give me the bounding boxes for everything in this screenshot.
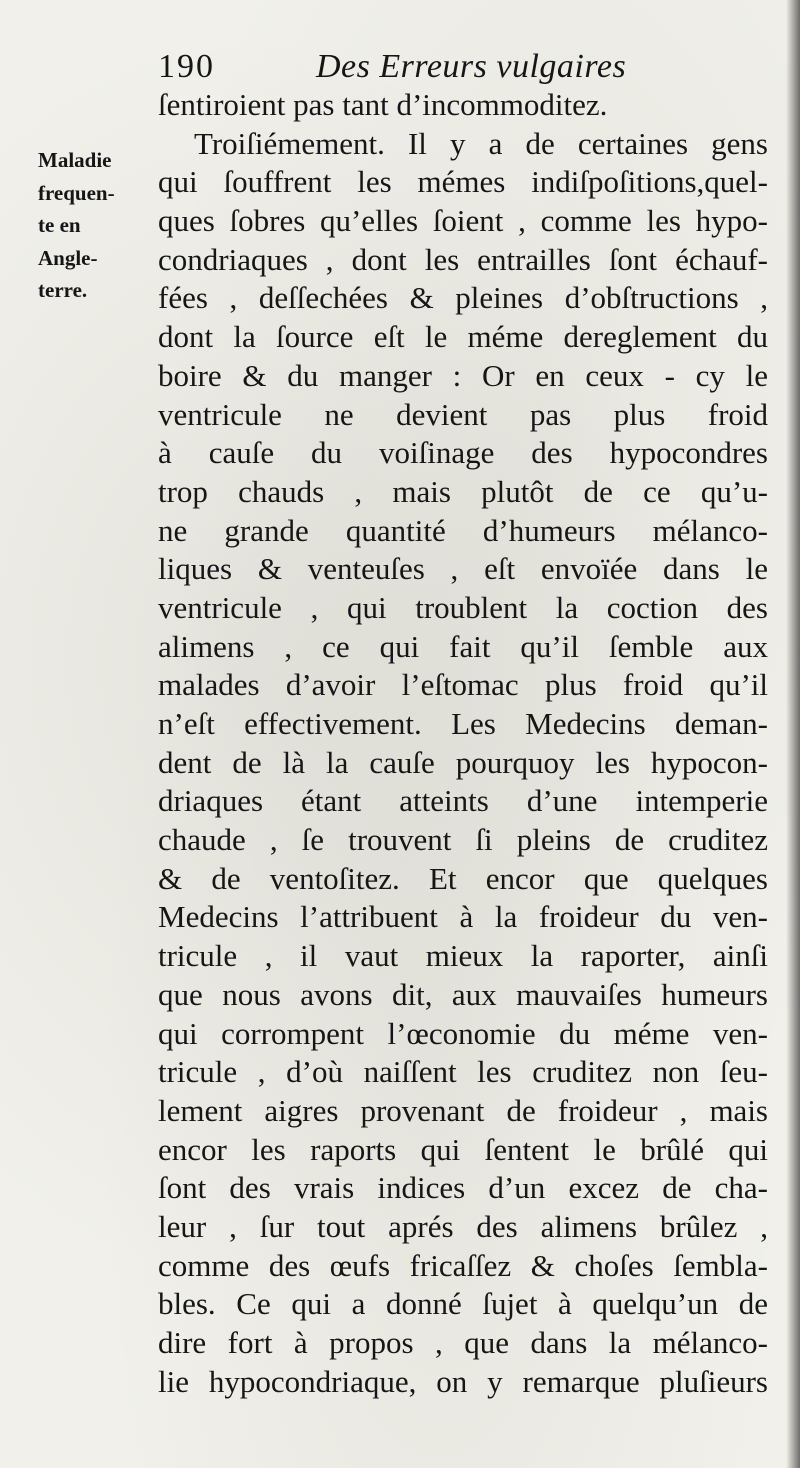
text-line: que nous avons dit, aux mauvaiſes humeurs [158, 976, 768, 1012]
text-line: leur , ſur tout aprés des alimens brûlez , [158, 1208, 768, 1244]
text-line: dent de là la cauſe pourquoy les hypocon- [158, 744, 768, 780]
marginal-note-line: terre. [38, 278, 88, 303]
text-line: condriaques , dont les entrailles ſont échauf- [158, 241, 768, 277]
text-line: liques & venteuſes , eſt envoïée dans le [158, 551, 768, 587]
text-line: tricule , il vaut mieux la raporter, ainſi [158, 938, 768, 974]
text-line: qui corrompent l’œconomie du méme ven- [158, 1015, 768, 1051]
text-line: fées , deſſechées & pleines d’obſtructions , [158, 280, 768, 316]
text-line: malades d’avoir l’eſtomac plus froid qu’il [158, 667, 768, 703]
text-line: ventricule ne devient pas plus froid [158, 396, 768, 432]
text-line: alimens , ce qui fait qu’il ſemble aux [158, 628, 768, 664]
text-line: driaques étant atteints d’une intemperie [158, 783, 768, 819]
text-line: à cauſe du voiſinage des hypocondres [158, 435, 768, 471]
running-head: Des Erreurs vulgaires [316, 48, 627, 85]
text-line: Troiſiémement. Il y a de certaines gens [194, 125, 768, 161]
text-line: qui ſouffrent les mémes indiſpoſitions,quel- [158, 164, 768, 200]
text-line: lement aigres provenant de froideur , mais [158, 1092, 768, 1128]
text-line: dire fort à propos , que dans la mélanco- [158, 1325, 768, 1360]
body-text [158, 86, 768, 1401]
text-line: tricule , d’où naiſſent les cruditez non ſeu- [158, 1054, 768, 1090]
page-number: 190 [158, 48, 215, 85]
text-line: ne grande quantité d’humeurs mélanco- [158, 512, 768, 548]
marginal-note-line: Maladie [38, 148, 112, 172]
marginal-note-line: Angle- [38, 245, 98, 270]
marginal-note-line: te en [38, 213, 81, 238]
text-line: lie hypocondriaque, on y remarque pluſieurs [158, 1363, 768, 1399]
marginal-note [38, 144, 150, 307]
text-line: ſont des vrais indices d’un excez de cha- [158, 1170, 768, 1206]
text-line: ſentiroient pas tant d’incommoditez. [158, 87, 608, 122]
text-line: boire & du manger : Or en ceux - cy le [158, 357, 768, 393]
text-line: comme des œufs fricaſſez & choſes ſembla- [158, 1247, 768, 1283]
marginal-note-line: frequen- [38, 180, 115, 205]
page-edge-shadow [786, 0, 800, 1468]
text-line: Medecins l’attribuent à la froideur du ven- [158, 899, 768, 935]
text-line: chaude , ſe trouvent ſi pleins de cruditez [158, 822, 768, 858]
text-line: n’eſt effectivement. Les Medecins deman- [158, 706, 768, 741]
text-line: dont la ſource eſt le méme dereglement du [158, 319, 768, 355]
text-line: ventricule , qui troublent la coction des [158, 589, 768, 625]
text-line: & de ventoſitez. Et encor que quelques [158, 860, 768, 896]
text-line: trop chauds , mais plutôt de ce qu’u- [158, 473, 768, 509]
text-line: encor les raports qui ſentent le brûlé qui [158, 1131, 768, 1167]
text-line: bles. Ce qui a donné ſujet à quelqu’un de [158, 1286, 768, 1322]
text-line: ques ſobres qu’elles ſoient , comme les hypo- [158, 203, 768, 239]
